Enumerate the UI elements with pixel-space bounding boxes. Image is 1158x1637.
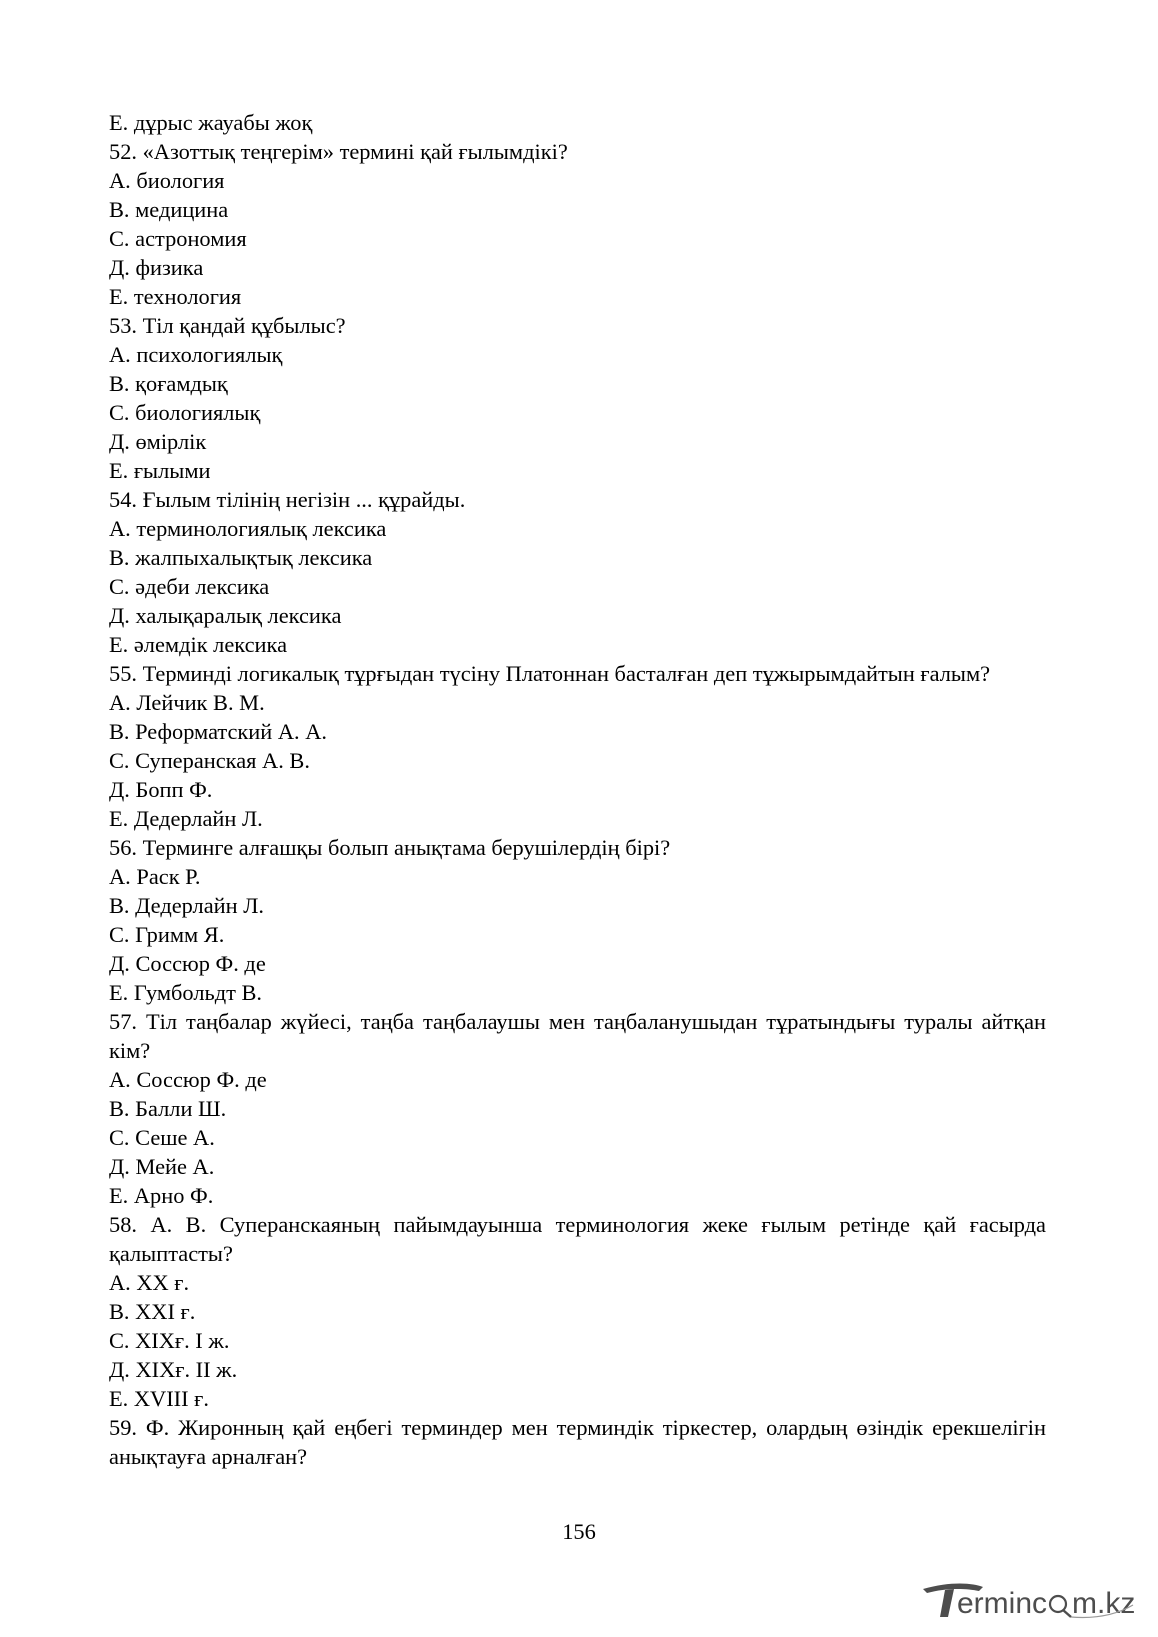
text-line: Д. Бопп Ф. [109,777,213,802]
text-line: С. Сеше А. [109,1125,215,1150]
page-number: 156 [562,1519,596,1544]
text-line: 57. Тіл таңбалар жүйесі, таңба таңбалаушы мен таңбаланушыдан тұратындығы туралы айтқан кім? [109,1009,1046,1063]
text-line: А. Соссюр Ф. де [109,1067,267,1092]
text-line: Е. Дедерлайн Л. [109,806,263,831]
text-line: 53. Тіл қандай құбылыс? [109,313,346,338]
text-line: С. Гримм Я. [109,922,225,947]
logo-t-stem-icon [940,1589,954,1617]
text-line: Е. XVIII ғ. [109,1386,209,1411]
text-line: Е. дұрыс жауабы жоқ [109,110,313,135]
text-line: 56. Терминге алғашқы болып анықтама берушілердің бірі? [109,835,671,860]
text-line: А. Лейчик В. М. [109,690,265,715]
svg-text:erminc: erminc [957,1587,1048,1620]
text-line: С. XIXғ. I ж. [109,1328,230,1353]
text-line: Е. Гумбольдт В. [109,980,263,1005]
text-line: Д. өмірлік [109,429,207,454]
text-line: С. биологиялық [109,400,261,425]
text-line: Е. әлемдік лексика [109,632,288,657]
text-line: В. XXI ғ. [109,1299,196,1324]
text-line: С. астрономия [109,226,247,251]
termincom-logo [921,1579,1136,1621]
text-line: Д. XIXғ. II ж. [109,1357,238,1382]
text-line: Е. технология [109,284,242,309]
text-line: Е. Арно Ф. [109,1183,214,1208]
text-line: В. Дедерлайн Л. [109,893,265,918]
svg-text:m.kz: m.kz [1072,1587,1136,1620]
text-line: А. биология [109,168,225,193]
text-line: С. әдеби лексика [109,574,270,599]
text-line: В. Реформатский А. А. [109,719,328,744]
text-line: А. терминологиялық лексика [109,516,387,541]
text-line: В. медицина [109,197,229,222]
text-line: 55. Терминді логикалық тұрғыдан түсіну Платоннан басталған деп тұжырымдайтын ғалым? [109,661,991,686]
text-line: Д. халықаралық лексика [109,603,342,628]
text-line: 54. Ғылым тілінің негізін ... құрайды. [109,487,466,512]
text-line: А. XX ғ. [109,1270,190,1295]
text-line: 52. «Азоттық теңгерім» термині қай ғылымдікі? [109,139,568,164]
text-line: В. Балли Ш. [109,1096,227,1121]
text-line: В. қоғамдық [109,371,228,396]
text-line: Д. физика [109,255,204,280]
text-line: А. психологиялық [109,342,283,367]
text-line: В. жалпыхалықтық лексика [109,545,373,570]
text-line: Е. ғылыми [109,458,211,483]
text-line: С. Суперанская А. В. [109,748,310,773]
text-line: Д. Соссюр Ф. де [109,951,266,976]
text-line: А. Раск Р. [109,864,201,889]
question-list [109,108,1046,1471]
text-line: 59. Ф. Жиронның қай еңбегі терминдер мен терминдік тіркестер, олардың өзіндік ерекшелігін анықтауға арналған? [109,1415,1046,1469]
text-line: 58. А. В. Суперанскаяның пайымдауынша терминология жеке ғылым ретінде қай ғасырда қалыптасты? [109,1212,1046,1266]
text-line: Д. Мейе А. [109,1154,215,1179]
